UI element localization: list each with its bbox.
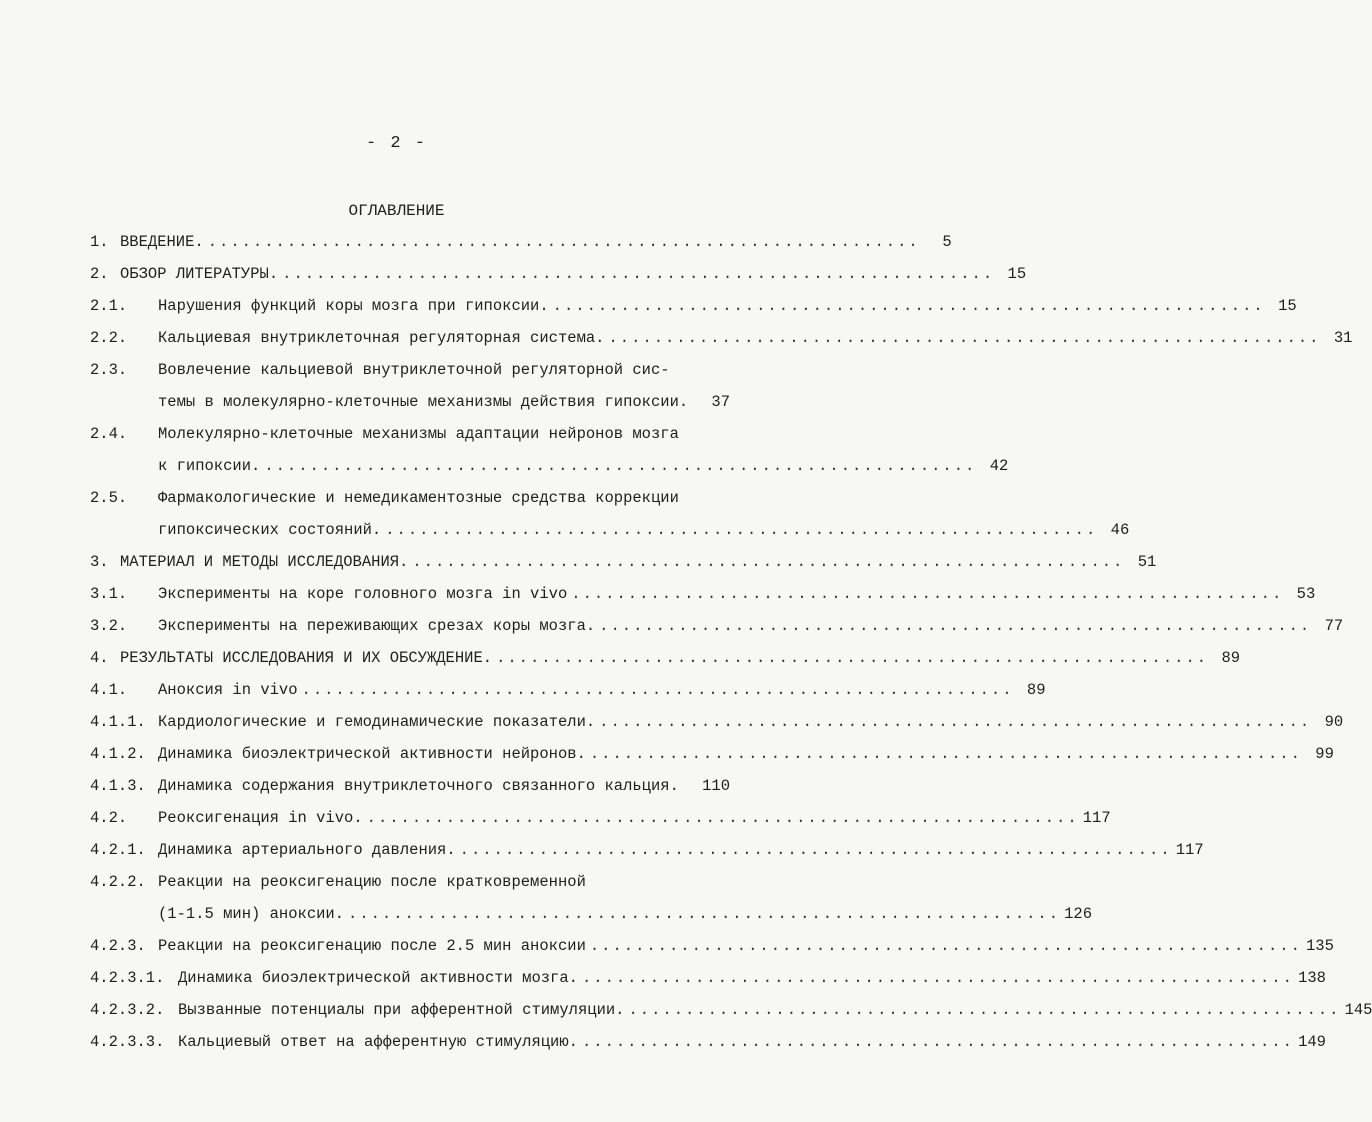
entry-page: 51 <box>1137 553 1157 571</box>
toc-entry <box>90 934 1334 958</box>
toc-entry <box>90 902 1093 926</box>
leader-dots: ............................................................... <box>207 233 920 251</box>
entry-title: к гипоксии. <box>158 457 261 475</box>
entry-title: МАТЕРИАЛ И МЕТОДЫ ИССЛЕДОВАНИЯ. <box>120 553 409 571</box>
entry-title: Кальциевый ответ на афферентную стимуляцию. <box>178 1033 578 1051</box>
entry-title: Динамика биоэлектрической активности нейронов. <box>158 745 586 763</box>
entry-page: 89 <box>1221 649 1241 667</box>
entry-number: 4. <box>90 649 109 667</box>
entry-title: Реакции на реоксигенацию после 2.5 мин аноксии <box>158 937 586 955</box>
toc-entry <box>90 806 1111 830</box>
toc-entry <box>90 518 1130 542</box>
entry-page: 90 <box>1324 713 1344 731</box>
entry-title: Динамика биоэлектрической активности мозга. <box>178 969 578 987</box>
entry-title: Реакции на реоксигенацию после кратковременной <box>158 873 586 891</box>
toc-entry <box>90 358 730 382</box>
entry-page: 110 <box>702 777 730 795</box>
entry-title: Динамика содержания внутриклеточного связанного кальция. <box>158 777 679 795</box>
toc-entry <box>90 710 1344 734</box>
entry-title: ОБЗОР ЛИТЕРАТУРЫ. <box>120 265 279 283</box>
toc-entry <box>90 230 952 254</box>
entry-number: 2.1. <box>90 297 128 315</box>
entry-title: Аноксия in vivo <box>158 681 298 699</box>
leader-dots: ............................................................... <box>348 905 1061 923</box>
entry-number: 4.2. <box>90 809 128 827</box>
entry-title: ВВЕДЕНИЕ. <box>120 233 204 251</box>
entry-number: 2. <box>90 265 109 283</box>
entry-title: Динамика артериального давления. <box>158 841 456 859</box>
toc-entry <box>90 262 1027 286</box>
leader-dots: ............................................................... <box>459 841 1172 859</box>
toc-entry <box>90 678 1046 702</box>
toc-entry <box>90 614 1344 638</box>
toc-entry <box>90 774 730 798</box>
entry-page: 149 <box>1298 1033 1326 1051</box>
entry-number: 3. <box>90 553 109 571</box>
entry-title: (1-1.5 мин) аноксии. <box>158 905 345 923</box>
entry-title: гипоксических состояний. <box>158 521 382 539</box>
leader-dots: ............................................................... <box>552 297 1265 315</box>
entry-title: Эксперименты на коре головного мозга in vivo <box>158 585 568 603</box>
entry-number: 4.2.1. <box>90 841 146 859</box>
toc-entry <box>90 390 730 414</box>
entry-number: 4.1.1. <box>90 713 146 731</box>
toc-entry <box>90 966 1326 990</box>
entry-page: 15 <box>1278 297 1297 315</box>
entry-number: 4.2.3. <box>90 937 146 955</box>
toc-entry <box>90 1030 1326 1054</box>
entry-number: 3.1. <box>90 585 128 603</box>
entry-page: 89 <box>1026 681 1046 699</box>
entry-page: 117 <box>1082 809 1111 827</box>
entry-title: темы в молекулярно-клеточные механизмы действия гипоксии. <box>158 393 689 411</box>
entry-title: Нарушения функций коры мозга при гипоксии. <box>158 297 549 315</box>
leader-dots: ............................................................... <box>264 457 977 475</box>
entry-page: 37 <box>711 393 730 411</box>
page-number: - 2 - <box>365 134 427 153</box>
entry-page: 15 <box>1007 265 1027 283</box>
entry-number: 4.2.3.1. <box>90 969 165 987</box>
entry-number: 1. <box>90 233 109 251</box>
toc-entry <box>90 326 1353 350</box>
entry-number: 4.1. <box>90 681 128 699</box>
entry-page: 5 <box>942 233 952 251</box>
entry-page: 145 <box>1344 1001 1372 1019</box>
entry-page: 99 <box>1315 745 1334 763</box>
leader-dots: ............................................................... <box>385 521 1098 539</box>
leader-dots: ............................................................... <box>599 713 1312 731</box>
entry-page: 31 <box>1333 329 1353 347</box>
entry-page: 42 <box>989 457 1009 475</box>
toc-entry <box>90 454 1009 478</box>
toc-entry <box>90 998 1372 1022</box>
toc-entry <box>90 742 1334 766</box>
entry-number: 4.2.3.2. <box>90 1001 165 1019</box>
entry-page: 117 <box>1175 841 1204 859</box>
leader-dots: ............................................................... <box>496 649 1209 667</box>
entry-page: 135 <box>1305 937 1334 955</box>
leader-dots: ............................................................... <box>628 1001 1341 1019</box>
toc-entry <box>90 550 1157 574</box>
leader-dots: ............................................................... <box>589 745 1302 763</box>
leader-dots: ............................................................... <box>412 553 1125 571</box>
leader-dots: ............................................................... <box>599 617 1312 635</box>
entry-number: 4.1.2. <box>90 745 146 763</box>
toc-entry <box>90 870 730 894</box>
toc-entry <box>90 646 1241 670</box>
entry-title: Фармакологические и немедикаментозные средства коррекции <box>158 489 679 507</box>
toc-entry <box>90 582 1316 606</box>
toc-entry <box>90 486 730 510</box>
entry-number: 4.1.3. <box>90 777 146 795</box>
entry-page: 46 <box>1110 521 1130 539</box>
entry-number: 4.2.2. <box>90 873 146 891</box>
entry-title: Молекулярно-клеточные механизмы адаптации нейронов мозга <box>158 425 679 443</box>
leader-dots: ............................................................... <box>571 585 1284 603</box>
leader-dots: ............................................................... <box>589 937 1302 955</box>
leader-dots: ............................................................... <box>301 681 1014 699</box>
entry-title: РЕЗУЛЬТАТЫ ИССЛЕДОВАНИЯ И ИХ ОБСУЖДЕНИЕ. <box>120 649 493 667</box>
entry-number: 2.3. <box>90 361 128 379</box>
entry-title: Эксперименты на переживающих срезах коры мозга. <box>158 617 596 635</box>
entry-title: Вызванные потенциалы при афферентной стимуляции. <box>178 1001 625 1019</box>
toc-entry <box>90 838 1204 862</box>
leader-dots: ............................................................... <box>366 809 1079 827</box>
entry-number: 2.5. <box>90 489 128 507</box>
entry-number: 3.2. <box>90 617 128 635</box>
entry-title: Кардиологические и гемодинамические показатели. <box>158 713 596 731</box>
entry-title: Реоксигенация in vivo. <box>158 809 363 827</box>
leader-dots: ............................................................... <box>581 1033 1294 1051</box>
entry-number: 2.2. <box>90 329 128 347</box>
leader-dots: ............................................................... <box>581 969 1294 987</box>
entry-number: 2.4. <box>90 425 128 443</box>
leader-dots: ............................................................... <box>282 265 995 283</box>
entry-title: Кальциевая внутриклеточная регуляторная система. <box>158 329 605 347</box>
toc-title: ОГЛАВЛЕНИЕ <box>348 202 445 220</box>
entry-number: 4.2.3.3. <box>90 1033 165 1051</box>
leader-dots: ............................................................... <box>608 329 1321 347</box>
toc-entry <box>90 422 730 446</box>
entry-page: 138 <box>1298 969 1326 987</box>
entry-title: Вовлечение кальциевой внутриклеточной регуляторной сис- <box>158 361 670 379</box>
entry-page: 126 <box>1064 905 1093 923</box>
entry-page: 53 <box>1296 585 1316 603</box>
toc-entry <box>90 294 1297 318</box>
entry-page: 77 <box>1324 617 1344 635</box>
